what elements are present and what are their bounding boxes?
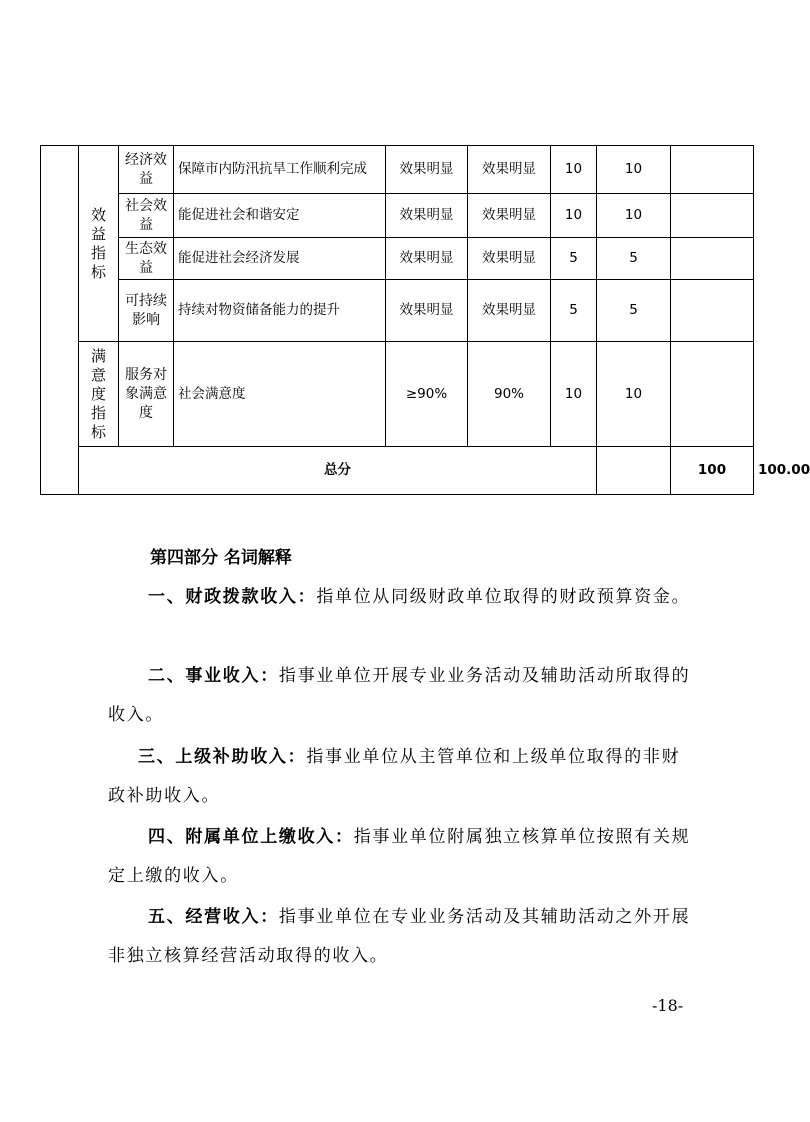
sub-indicator: 生态效益 bbox=[119, 238, 174, 280]
indicator: 社会满意度 bbox=[174, 342, 386, 447]
target-value: 效果明显 bbox=[386, 146, 468, 194]
score-value: 5 bbox=[597, 280, 671, 342]
benefit-group-label bbox=[79, 146, 119, 342]
definition-paragraph bbox=[108, 818, 696, 896]
weight-value: 10 bbox=[551, 194, 597, 238]
actual-value: 效果明显 bbox=[468, 194, 551, 238]
score-value: 10 bbox=[597, 146, 671, 194]
total-weight: 100 bbox=[671, 447, 754, 495]
actual-value: 效果明显 bbox=[468, 280, 551, 342]
target-value: 效果明显 bbox=[386, 194, 468, 238]
table-row bbox=[41, 194, 754, 238]
target-value: 效果明显 bbox=[386, 280, 468, 342]
score-value: 5 bbox=[597, 238, 671, 280]
indicator: 能促进社会经济发展 bbox=[174, 238, 386, 280]
definition-text: 指事业单位附属独立核算单位按照有关规定上缴的收入。 bbox=[108, 827, 691, 886]
definition-paragraph bbox=[108, 738, 696, 816]
actual-value: 效果明显 bbox=[468, 238, 551, 280]
definition-paragraph bbox=[108, 898, 696, 976]
actual-value: 效果明显 bbox=[468, 146, 551, 194]
performance-table bbox=[40, 145, 810, 495]
definition-term: 五、经营收入： bbox=[148, 907, 279, 927]
indicator: 能促进社会和谐安定 bbox=[174, 194, 386, 238]
total-label: 总分 bbox=[79, 447, 597, 495]
actual-value: 90% bbox=[468, 342, 551, 447]
benefit-group-text: 效益指标 bbox=[90, 205, 106, 281]
sub-indicator: 经济效益 bbox=[119, 146, 174, 194]
definition-paragraph bbox=[108, 578, 696, 617]
weight-value: 5 bbox=[551, 238, 597, 280]
total-row: 总分 100 100.00 bbox=[41, 447, 754, 495]
table-row bbox=[41, 146, 754, 194]
definition-text: 指事业单位从主管单位和上级单位取得的非财政补助收入。 bbox=[108, 747, 681, 806]
note-cell bbox=[671, 238, 754, 280]
sub-indicator: 服务对象满意度 bbox=[119, 342, 174, 447]
target-value: ≥90% bbox=[386, 342, 468, 447]
indicator: 保障市内防汛抗旱工作顺利完成 bbox=[174, 146, 386, 194]
definition-term: 一、财政拨款收入： bbox=[148, 587, 317, 607]
definition-text: 指事业单位开展专业业务活动及辅助活动所取得的收入。 bbox=[108, 666, 691, 725]
sub-indicator: 可持续影响 bbox=[119, 280, 174, 342]
weight-value: 5 bbox=[551, 280, 597, 342]
sub-indicator: 社会效益 bbox=[119, 194, 174, 238]
definition-text: 指事业单位在专业业务活动及其辅助活动之外开展非独立核算经营活动取得的收入。 bbox=[108, 907, 691, 966]
note-cell bbox=[671, 280, 754, 342]
note-cell bbox=[671, 146, 754, 194]
weight-value: 10 bbox=[551, 146, 597, 194]
indicator: 持续对物资储备能力的提升 bbox=[174, 280, 386, 342]
table-row bbox=[41, 280, 754, 342]
satisfaction-group-label bbox=[79, 342, 119, 447]
satisfaction-group-text: 满意度指标 bbox=[90, 346, 106, 441]
definition-text: 指单位从同级财政单位取得的财政预算资金。 bbox=[316, 587, 691, 607]
table-row bbox=[41, 342, 754, 447]
note-cell bbox=[671, 342, 754, 447]
definition-term: 三、上级补助收入： bbox=[138, 747, 307, 767]
note-cell bbox=[671, 194, 754, 238]
table-row bbox=[41, 238, 754, 280]
total-actual bbox=[597, 447, 671, 495]
target-value: 效果明显 bbox=[386, 238, 468, 280]
score-value: 10 bbox=[597, 194, 671, 238]
score-value: 10 bbox=[597, 342, 671, 447]
page-number: -18- bbox=[652, 996, 684, 1015]
weight-value: 10 bbox=[551, 342, 597, 447]
definition-term: 四、附属单位上缴收入： bbox=[148, 827, 354, 847]
section-heading: 第四部分 名词解释 bbox=[150, 548, 292, 568]
table-cell-level1 bbox=[41, 146, 79, 495]
definition-paragraph bbox=[108, 657, 696, 735]
definition-term: 二、事业收入： bbox=[148, 666, 279, 686]
